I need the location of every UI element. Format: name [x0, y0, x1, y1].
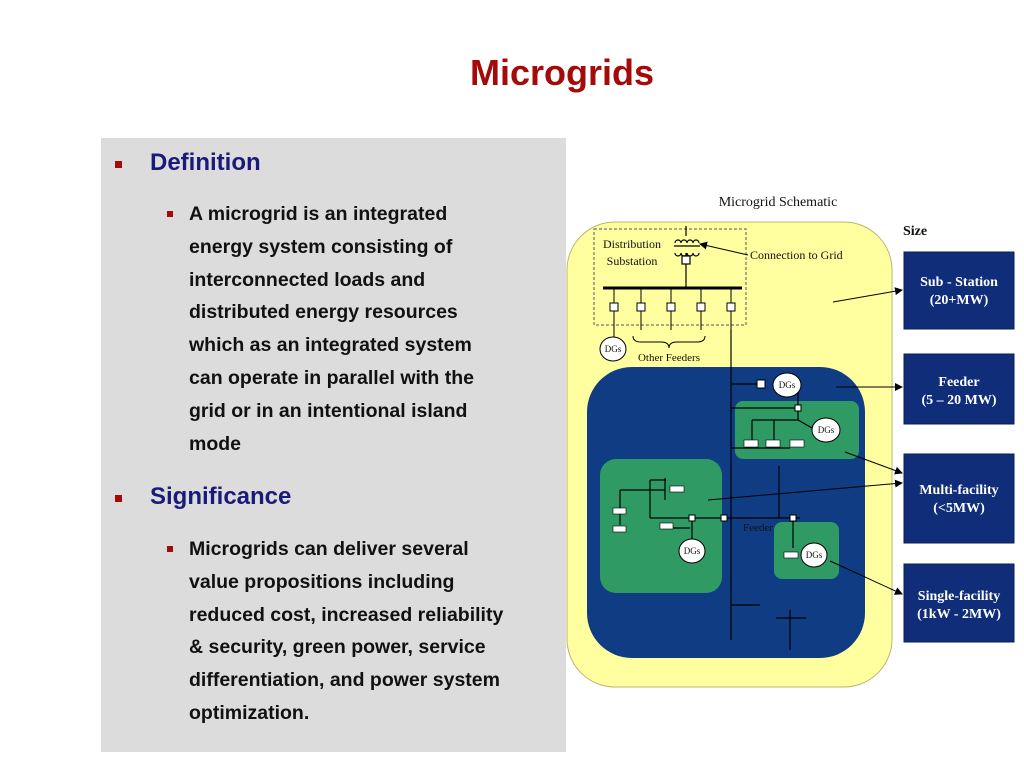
- text-line: energy system consisting of: [189, 235, 453, 258]
- text-line: interconnected loads and: [189, 268, 426, 291]
- dg-label: DGs: [778, 380, 796, 390]
- svg-text:Single-facility: Single-facility: [917, 589, 1001, 604]
- dg-label: DGs: [683, 546, 701, 556]
- size-box-feeder: [904, 354, 1014, 424]
- text-line: distributed energy resources: [189, 301, 458, 324]
- text-line: differentiation, and power system: [189, 669, 500, 692]
- text-line: Microgrids can deliver several: [189, 538, 469, 560]
- dg-label: DGs: [805, 550, 823, 560]
- size-box-substation: [904, 252, 1014, 329]
- slide-title: Microgrids: [469, 52, 655, 93]
- svg-text:(1kW - 2MW): (1kW - 2MW): [917, 607, 1001, 622]
- dg-generator-icon: [812, 418, 840, 442]
- svg-text:Multi-facility: Multi-facility: [919, 483, 999, 498]
- text-line: reduced cost, increased reliability: [189, 603, 504, 626]
- text-line: A microgrid is an integrated: [189, 203, 448, 225]
- svg-text:(<5MW): (<5MW): [933, 501, 985, 516]
- text-line: mode: [189, 432, 242, 455]
- text-line: can operate in parallel with the: [189, 366, 474, 389]
- text-line: value propositions including: [189, 570, 455, 593]
- size-box-single-facility: [904, 564, 1014, 642]
- svg-text:Feeder: Feeder: [938, 375, 980, 390]
- dg-label: DGs: [817, 425, 835, 435]
- text-line: optimization.: [189, 701, 310, 724]
- dg-label: DGs: [604, 344, 622, 354]
- bullet-heading: Significance: [150, 483, 292, 510]
- feeder-label: Feeder: [743, 522, 773, 534]
- text-line: which as an integrated system: [189, 334, 472, 357]
- text-line: & security, green power, service: [189, 636, 486, 659]
- connection-label: Connection to Grid: [750, 248, 843, 262]
- size-heading: Size: [903, 224, 928, 239]
- substation-label: Substation: [606, 254, 658, 268]
- dg-generator-icon: [773, 373, 801, 397]
- svg-text:(20+MW): (20+MW): [929, 293, 989, 308]
- size-box-multi-facility: [904, 454, 1014, 543]
- bullet-heading: Definition: [150, 149, 261, 176]
- svg-text:Sub - Station: Sub - Station: [920, 275, 998, 290]
- svg-text:(5 – 20 MW): (5 – 20 MW): [921, 393, 997, 408]
- dg-generator-icon: [679, 539, 705, 563]
- text-line: grid or in an intentional island: [189, 399, 468, 422]
- other-feeders-label: Other Feeders: [637, 352, 701, 364]
- diagram-title: Microgrid Schematic: [718, 195, 838, 210]
- dg-generator-icon: [801, 543, 827, 567]
- substation-label: Distribution: [602, 237, 662, 251]
